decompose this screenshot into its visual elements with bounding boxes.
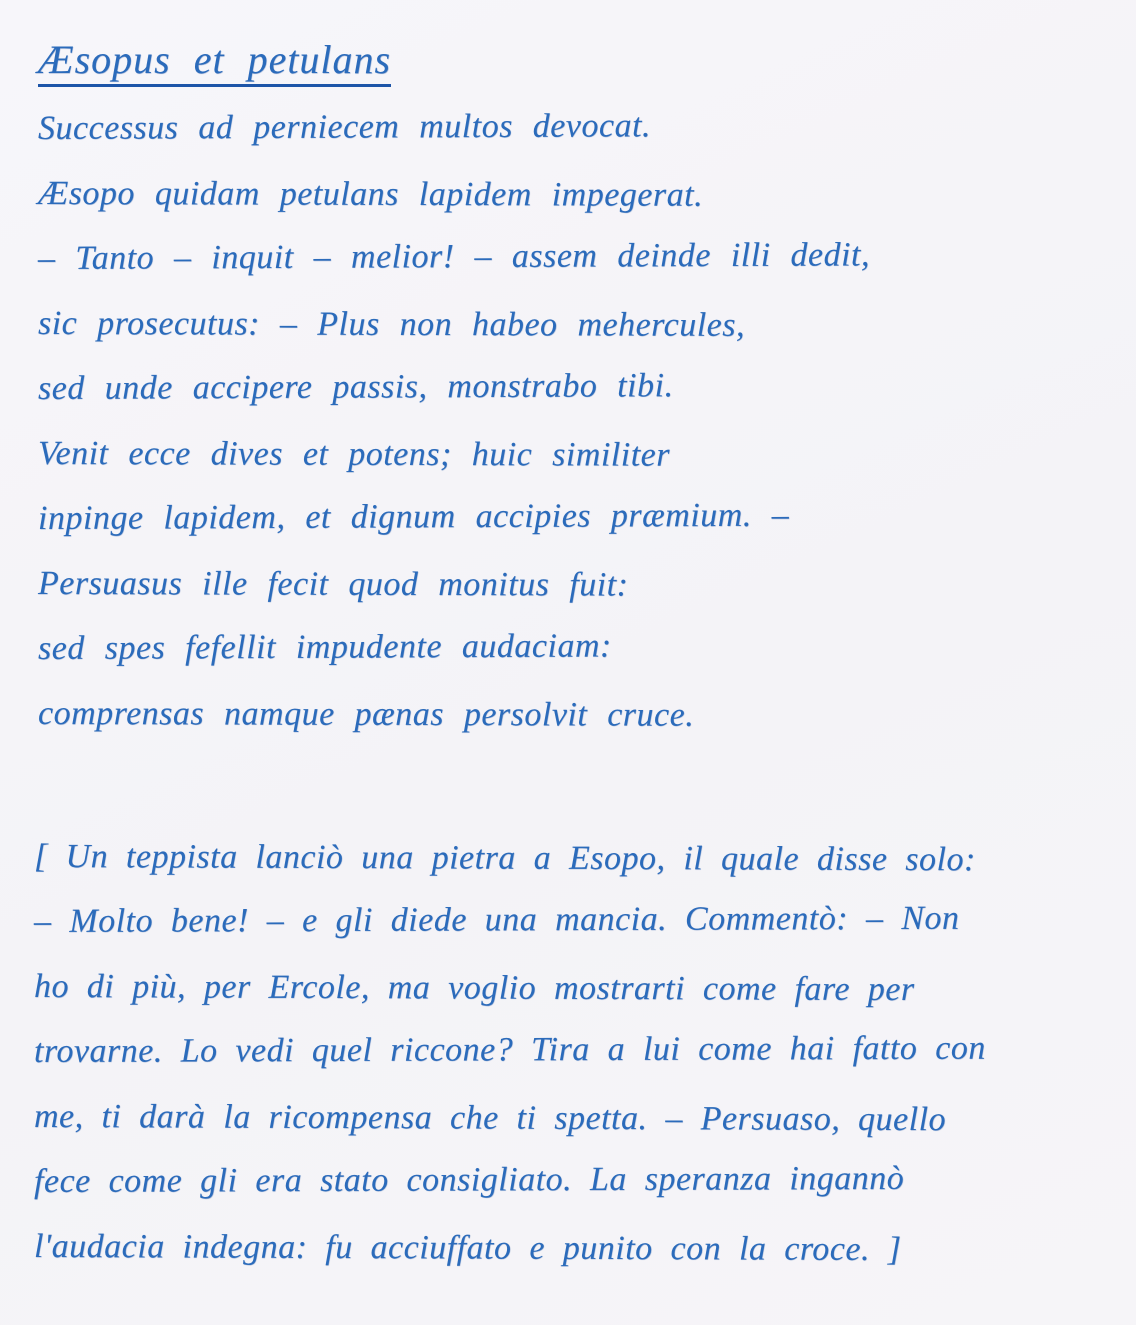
italian-line: – Molto bene! – e gli diede una mancia. Commentò: – Non	[33, 899, 960, 940]
latin-poem-block	[38, 96, 1116, 746]
latin-line: inpinge lapidem, et dignum accipies præmium. –	[37, 496, 790, 537]
latin-line: sed unde accipere passis, monstrabo tibi.	[37, 367, 674, 407]
latin-line: comprensas namque pænas persolvit cruce.	[37, 695, 695, 734]
italian-line: ho di più, per Ercole, ma voglio mostrarti come fare per	[33, 968, 915, 1009]
latin-line: sed spes fefellit impudente audaciam:	[37, 627, 612, 667]
latin-line: Successus ad perniecem multos devocat.	[37, 107, 652, 147]
latin-line: Venit ecce dives et potens; huic similiter	[37, 435, 671, 474]
latin-line: – Tanto – inquit – melior! – assem deinde illi dedit,	[37, 236, 871, 277]
page-title-text: Æsopus et petulans	[38, 37, 391, 87]
italian-line: trovarne. Lo vedi quel riccone? Tira a lui come hai fatto con	[33, 1029, 986, 1070]
latin-line: Persuasus ille fecit quod monitus fuit:	[37, 565, 629, 604]
italian-line: l'audacia indegna: fu acciuffato e punito con la croce. ]	[33, 1228, 902, 1269]
italian-line: [ Un teppista lanciò una pietra a Esopo, il quale disse solo:	[33, 838, 976, 879]
italian-translation-block	[34, 824, 1116, 1279]
italian-line: me, ti darà la ricompensa che ti spetta. – Persuaso, quello	[33, 1098, 947, 1139]
latin-line: sic prosecutus: – Plus non habeo mehercules,	[37, 305, 746, 344]
italian-line: fece come gli era stato consigliato. La speranza ingannò	[33, 1159, 905, 1200]
latin-line: Æsopo quidam petulans lapidem impegerat.	[37, 175, 704, 214]
page-title	[38, 26, 1116, 94]
